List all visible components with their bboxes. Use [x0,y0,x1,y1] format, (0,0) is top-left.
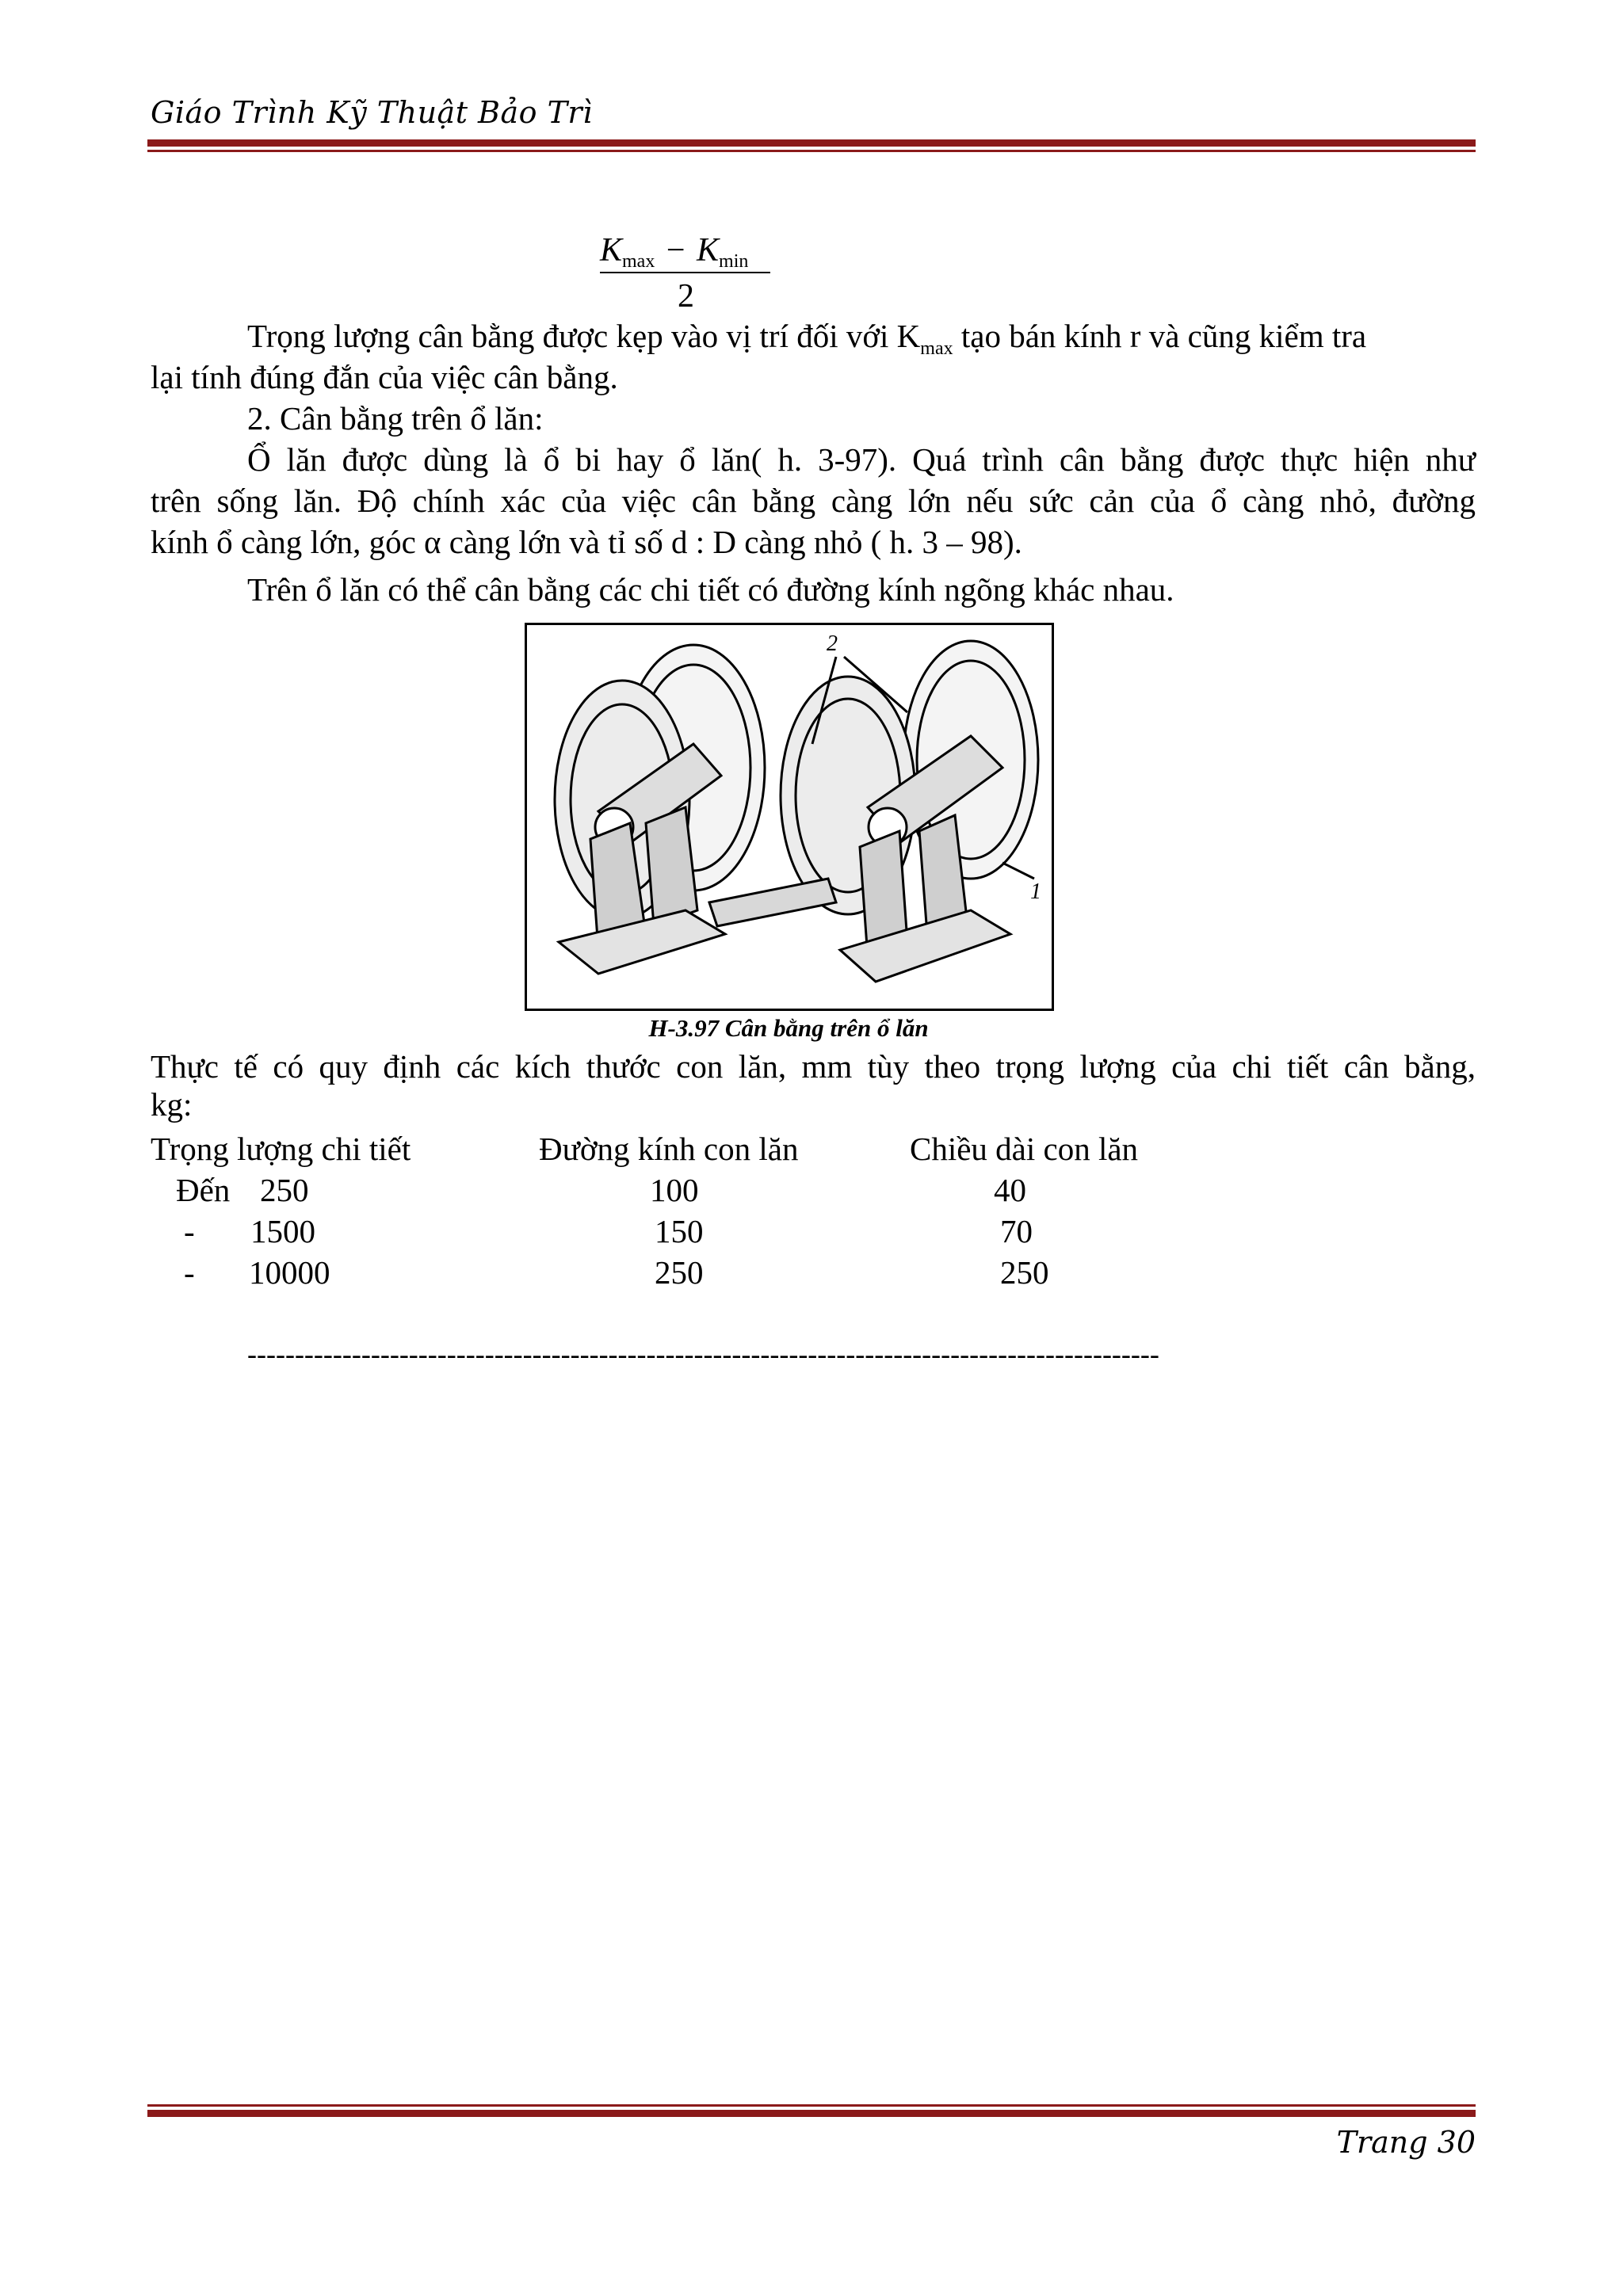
table-row-3-prefix: - [184,1254,195,1291]
header-rule-thin [147,150,1476,152]
table-row-3-weight: 10000 [249,1254,330,1291]
paragraph-3: Trên ổ lăn có thể cân bằng các chi tiết có đường kính ngõng khác nhau. [247,571,1174,608]
paragraph-1-line-1: Trọng lượng cân bằng được kẹp vào vị trí đối với $K_{max}$ tạo bán kính r và cũng kiểm tra [247,318,1367,360]
table-row-1-prefix: Đến [176,1172,231,1208]
header-rule-thick [147,139,1476,147]
table-row-1-length: 40 [994,1172,1026,1208]
table-row-2-length: 70 [1000,1213,1033,1249]
figure-roller-balancing [525,623,1054,1011]
table-row-3-length: 250 [1000,1254,1049,1291]
section-heading-2: 2. Cân bằng trên ổ lăn: [247,400,544,437]
roller-balancing-illustration [527,625,1052,1009]
table-header-weight: Trọng lượng chi tiết [151,1131,411,1167]
table-row-3-diameter: 250 [655,1254,704,1291]
paragraph-1-line-2: lại tính đúng đắn của việc cân bằng. [151,359,618,395]
paragraph-2-line-1: Ổ lăn được dùng là ổ bi hay ổ lăn( h. 3-97). Quá trình cân bằng được thực hiện như [247,441,1476,478]
formula-fraction-bar [600,272,770,273]
figure-label-2: 2 [827,631,838,656]
footer-rule-thick [147,2110,1476,2117]
dashed-separator: ------------------------------------------------------------------------------------------------ [247,1338,1159,1370]
paragraph-2-line-3: kính ổ càng lớn, góc α càng lớn và tỉ số d : D càng nhỏ ( h. 3 – 98). [151,524,1022,560]
table-row-1-diameter: 100 [650,1172,699,1208]
paragraph-2-line-2: trên sống lăn. Độ chính xác của việc cân bằng càng lớn nếu sức cản của ổ càng nhỏ, đường [151,482,1476,519]
figure-label-1: 1 [1030,879,1041,904]
after-figure-line-1: Thực tế có quy định các kích thước con lăn, mm tùy theo trọng lượng của chi tiết cân bằng, [151,1048,1476,1085]
footer-rule-thin [147,2104,1476,2107]
table-row-2-weight: 1500 [250,1213,315,1249]
figure-caption: H-3.97 Cân bằng trên ổ lăn [648,1014,929,1042]
formula-denominator: 2 [678,278,694,315]
table-row-1-weight: 250 [260,1172,309,1208]
table-header-diameter: Đường kính con lăn [539,1131,799,1167]
table-header-length: Chiều dài con lăn [910,1131,1139,1167]
page-number: Trang 30 [1336,2125,1476,2160]
table-row-2-prefix: - [184,1213,195,1249]
header-title: Giáo Trình Kỹ Thuật Bảo Trì [151,95,593,130]
after-figure-line-2: kg: [151,1086,193,1123]
formula-numerator: $K_{max} - K_{min}$ [600,232,749,272]
table-row-2-diameter: 150 [655,1213,704,1249]
